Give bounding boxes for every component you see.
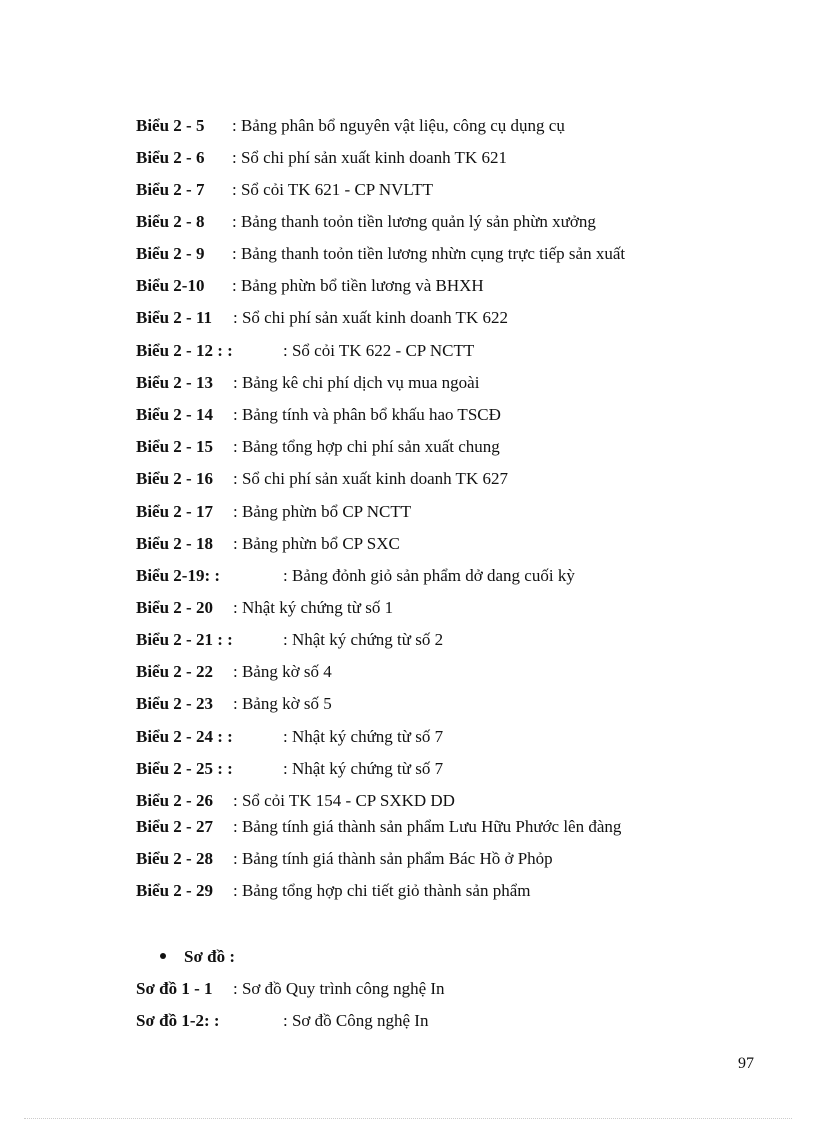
figure-code: Biểu 2 - 8 (136, 212, 205, 231)
figure-title: : Nhật ký chứng từ số 7 (283, 759, 444, 778)
figure-title: : Nhật ký chứng từ số 7 (283, 727, 444, 746)
figure-code: Biểu 2 - 7 (136, 180, 205, 199)
diagram-title: : Sơ đồ Công nghệ In (283, 1011, 429, 1030)
figure-code: Biểu 2 - 28 (136, 849, 213, 868)
figure-title: : Bảng thanh toỏn tiền lương quản lý sản phừn xưởng (232, 212, 596, 231)
figure-title: : Bảng tính giá thành sản phẩm Bác Hồ ở Phỏp (233, 849, 553, 868)
figure-code: Biểu 2 - 14 (136, 405, 213, 424)
figure-title: : Bảng phừn bổ CP SXC (233, 534, 400, 553)
figure-code: Biểu 2 - 23 (136, 694, 213, 713)
figure-title: : Bảng tổng hợp chi phí sản xuất chung (233, 437, 500, 456)
figure-title: : Bảng phừn bổ tiền lương và BHXH (232, 276, 484, 295)
figure-title: : Nhật ký chứng từ số 2 (283, 630, 444, 649)
page-bottom-rule (24, 1118, 792, 1119)
figure-title: : Bảng phừn bổ CP NCTT (233, 502, 412, 521)
figure-code: Biểu 2-19: : (136, 566, 221, 585)
figure-code: Biểu 2 - 12 : : (136, 341, 233, 360)
figure-title: : Sổ cỏi TK 154 - CP SXKD DD (233, 791, 455, 810)
figure-code: Biểu 2 - 15 (136, 437, 213, 456)
figure-code: Biểu 2-10 (136, 276, 205, 295)
figure-title: : Nhật ký chứng từ số 1 (233, 598, 394, 617)
figure-code: Biểu 2 - 26 (136, 791, 213, 810)
figure-title: : Sổ chi phí sản xuất kinh doanh TK 621 (232, 148, 507, 167)
figure-title: : Bảng kê chi phí dịch vụ mua ngoài (233, 373, 480, 392)
figure-title: : Bảng tính giá thành sản phẩm Lưu Hữu Phước lên đàng (233, 817, 622, 836)
figure-code: Biểu 2 - 27 (136, 817, 213, 836)
section-heading (160, 945, 235, 969)
figure-code: Biểu 2 - 17 (136, 502, 213, 521)
figure-title: : Bảng thanh toỏn tiền lương nhừn cụng trực tiếp sản xuất (232, 244, 626, 263)
figure-code: Biểu 2 - 21 : : (136, 630, 233, 649)
figure-code: Biểu 2 - 29 (136, 881, 213, 900)
figure-code: Biểu 2 - 11 (136, 308, 213, 327)
figure-title: : Bảng phân bổ nguyên vật liệu, công cụ dụng cụ (232, 116, 565, 135)
figure-title: : Sổ cỏi TK 622 - CP NCTT (283, 341, 475, 360)
figure-title: : Bảng tính và phân bổ khấu hao TSCĐ (233, 405, 501, 424)
figure-title: : Sổ cỏi TK 621 - CP NVLTT (232, 180, 434, 199)
figure-title: : Sổ chi phí sản xuất kinh doanh TK 622 (233, 308, 508, 327)
bullet-icon (160, 953, 166, 959)
figure-code: Biểu 2 - 25 : : (136, 759, 233, 778)
diagram-code: Sơ đồ 1-2: : (136, 1011, 220, 1030)
figure-code: Biểu 2 - 13 (136, 373, 213, 392)
diagram-title: : Sơ đồ Quy trình công nghệ In (233, 979, 445, 998)
figure-code: Biểu 2 - 6 (136, 148, 205, 167)
figure-code: Biểu 2 - 9 (136, 244, 205, 263)
figure-code: Biểu 2 - 16 (136, 469, 213, 488)
figure-title: : Bảng tổng hợp chi tiết giỏ thành sản phẩm (233, 881, 531, 900)
figure-title: : Sổ chi phí sản xuất kinh doanh TK 627 (233, 469, 508, 488)
diagram-code: Sơ đồ 1 - 1 (136, 979, 213, 998)
page-number: 97 (738, 1055, 754, 1072)
figure-code: Biểu 2 - 22 (136, 662, 213, 681)
figure-title: : Bảng kờ số 5 (233, 694, 332, 713)
figure-code: Biểu 2 - 18 (136, 534, 213, 553)
section-label: Sơ đồ : (184, 947, 235, 966)
figure-code: Biểu 2 - 20 (136, 598, 213, 617)
figure-code: Biểu 2 - 24 : : (136, 727, 233, 746)
figure-title: : Bảng kờ số 4 (233, 662, 332, 681)
figure-code: Biểu 2 - 5 (136, 116, 205, 135)
figure-title: : Bảng đỏnh giỏ sản phẩm dở dang cuối kỳ (283, 566, 575, 585)
